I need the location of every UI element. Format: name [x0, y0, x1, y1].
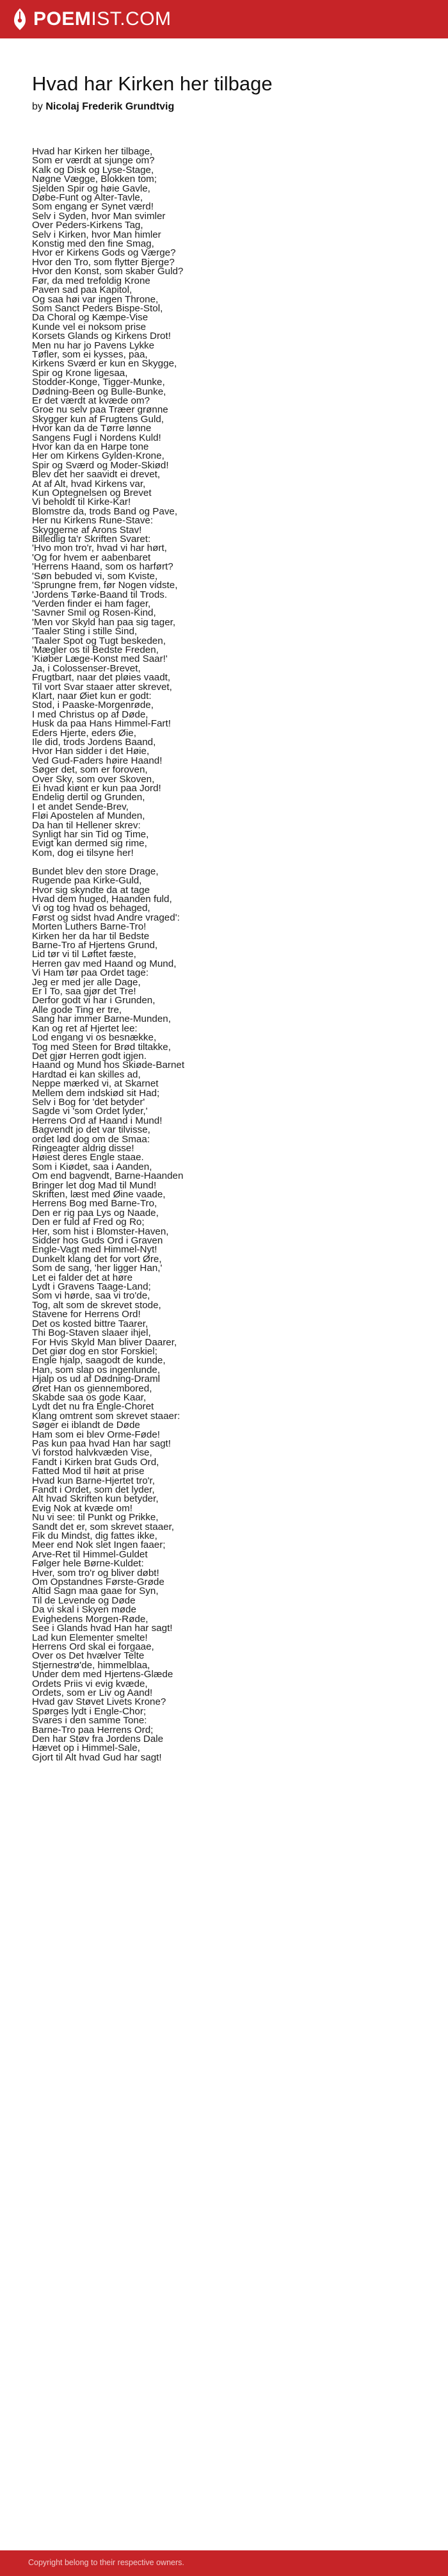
poem-line: Kan og ret af Hjertet lee: — [32, 1022, 138, 1034]
site-footer — [0, 2550, 448, 2576]
poem-line: Men nu har jo Pavens Lykke — [32, 340, 155, 351]
poem-line: Klang omtrent som skrevet staaer: — [32, 1410, 180, 1422]
poem-line: Om end bagvendt, Barne-Haanden — [32, 1170, 184, 1182]
poem-line: Lydt det nu fra Engle-Choret — [32, 1401, 154, 1413]
poem-line: Hvor er Kirkens Gods og Værge? — [32, 247, 176, 259]
poem-line: Lad kun Elementer smelte! — [32, 1632, 148, 1643]
poem-line: Sjelden Spir og høie Gavle, — [32, 183, 150, 194]
poem-line: Svares i den samme Tone: — [32, 1715, 147, 1727]
poem-title: Hvad har Kirken her tilbage — [32, 72, 273, 95]
poem-line: Mellem dem indskiød sit Had; — [32, 1087, 160, 1099]
poem-line: Herrens Bog med Barne-Tro, — [32, 1198, 157, 1210]
poem-line: Selv i Syden, hvor Man svimler — [32, 210, 166, 222]
poem-line: Hvor den Tro, som flytter Bjerge? — [32, 256, 175, 268]
poem-line: Blev det her saavidt ei drevet, — [32, 469, 161, 480]
poem-line: Lydt i Gravens Taage-Land; — [32, 1281, 151, 1293]
poem-line: Lid tør vi til Løftet fæste, — [32, 949, 136, 960]
poem-line: Det giør dog en stor Forskiel; — [32, 1345, 157, 1357]
poem-line: Groe nu selv paa Træer grønne — [32, 404, 168, 416]
poem-line: Herrens Ord af Haand i Mund! — [32, 1115, 163, 1126]
poem-line: Jeg er med jer alle Dage, — [32, 976, 141, 988]
poem-line: Bundet blev den store Drage, — [32, 866, 159, 877]
poem-line: Det os kosted bittre Taarer, — [32, 1318, 148, 1329]
poem-line: Bringer let dog Mad til Mund! — [32, 1179, 157, 1191]
poem-line: Hævet op i Himmel-Sale, — [32, 1743, 140, 1754]
poem-line: Evigt kan dermed sig rime, — [32, 838, 147, 849]
poem-line: Her om Kirkens Gylden-Krone, — [32, 450, 164, 462]
poem-line: Vi Ham tør paa Ordet tage: — [32, 967, 149, 979]
poem-line: Evig Nok at kvæde om! — [32, 1502, 132, 1514]
poem-line: Dunkelt klang det for vort Øre, — [32, 1253, 162, 1265]
poem-line: Hvor Han sidder i det Høie, — [32, 746, 150, 757]
poem-line: Arve-Ret til Himmel-Guldet — [32, 1548, 148, 1560]
poem-line: Kun Optegnelsen og Brevet — [32, 488, 152, 499]
poem-line: Stod, i Paaske-Morgenrøde, — [32, 700, 154, 711]
poem-line: Let ei falder det at høre — [32, 1272, 133, 1283]
poem-line: 'Savner Smil og Rosen-Kind, — [32, 607, 156, 619]
poem-line: Hjalp os ud af Dødning-Draml — [32, 1374, 161, 1385]
poem-line: Barne-Tro af Hjertens Grund, — [32, 940, 158, 951]
poem-line: Skriften, læst med Øine vaade, — [32, 1189, 166, 1200]
poem-body — [32, 147, 422, 1762]
poem-article — [32, 72, 422, 1762]
poem-line: For Hvis Skyld Man bliver Daarer, — [32, 1336, 177, 1348]
poem-line: Over os Det hvælver Telte — [32, 1650, 145, 1662]
poem-line: Thi Bog-Staven slaaer ihjel, — [32, 1327, 151, 1339]
poem-line: Hvad gav Støvet Livets Krone? — [32, 1696, 166, 1708]
poem-line: Skyggerne af Arons Stav! — [32, 524, 142, 536]
copyright-text: Copyright belong to their respective owners. — [28, 2558, 184, 2567]
poem-line: Engle-Vagt med Himmel-Nyt! — [32, 1244, 157, 1256]
poem-line: Meer end Nok slet Ingen faaer; — [32, 1539, 166, 1551]
poem-line: Hvad har Kirken her tilbage, — [32, 146, 153, 157]
poem-line: Da vi skal i Skyen møde — [32, 1604, 136, 1616]
poem-byline — [32, 100, 422, 114]
poem-line: Paven sad paa Kapitol, — [32, 284, 132, 296]
poem-line: Sagde vi 'som Ordet lyder,' — [32, 1106, 148, 1117]
poem-line: Hardtad ei kan skilles ad, — [32, 1069, 141, 1080]
poem-line: Gjort til Alt hvad Gud har sagt! — [32, 1752, 162, 1763]
poem-line: Herren gav med Haand og Mund, — [32, 958, 177, 969]
poem-line: 'Og for hvem er aabenbaret — [32, 552, 151, 563]
poem-line: Kunde vel ei noksom prise — [32, 321, 147, 332]
poem-line: Det gjør Herren godt igjen. — [32, 1050, 147, 1062]
poem-line: Den er fuld af Fred og Ro; — [32, 1217, 145, 1228]
poem-line: Hvor kan da en Harpe tone — [32, 441, 149, 452]
poem-line: Som Sanct Peders Bispe-Stol, — [32, 302, 163, 314]
poem-line: Frugtbart, naar det pløies vaadt, — [32, 672, 171, 684]
poem-line: Kom, dog ei tilsyne her! — [32, 847, 134, 858]
poem-line: Eders Hjerte, eders Øie, — [32, 727, 136, 739]
poem-line: Skygger kun af Frugtens Guld, — [32, 413, 164, 425]
poem-line: Og saa høi var ingen Throne, — [32, 293, 159, 305]
poem-line: Ved Gud-Faders høire Haand! — [32, 755, 163, 766]
poem-line: 'Sprungne frem, før Nogen vidste, — [32, 580, 178, 591]
poem-line: Over Sky, som over Skoven, — [32, 773, 155, 785]
poem-line: Synligt har sin Tid og Time, — [32, 829, 149, 841]
poem-line: Ei hvad kiønt er kun paa Jord! — [32, 783, 161, 794]
poem-line: Spir og Krone ligesaa, — [32, 367, 128, 379]
poem-line: Hvor kan da de Tørre lønne — [32, 423, 152, 434]
poem-line: Billedlig ta'r Skriften Svaret: — [32, 534, 151, 545]
site-logo-text: POEMIST.COM — [33, 8, 172, 29]
poem-line: Fløi Apostelen af Munden, — [32, 810, 145, 822]
poem-line: Barne-Tro paa Herrens Ord; — [32, 1724, 154, 1735]
poem-line: Tog, alt som de skrevet stode, — [32, 1299, 161, 1311]
poem-line: Blomstre da, trods Band og Pave, — [32, 505, 178, 517]
poem-line: Skabde saa os gode Kaar, — [32, 1391, 147, 1403]
poem-line: Konstig med den fine Smag, — [32, 238, 154, 250]
poem-line: Rugende paa Kirke-Guld, — [32, 875, 142, 887]
poem-line: Som i Kiødet, saa i Aanden, — [32, 1161, 152, 1172]
poem-line: Ile did, trods Jordens Baand, — [32, 737, 156, 748]
poem-stanza — [32, 867, 422, 1762]
poem-line: Nøgne Vægge, Blokken tom; — [32, 174, 157, 185]
poem-line: At af Alt, hvad Kirkens var, — [32, 478, 146, 489]
poem-line: Her, som hist i Blomster-Haven, — [32, 1226, 169, 1237]
poem-line: Stavene for Herrens Ord! — [32, 1309, 141, 1320]
poem-line: See i Glands hvad Han har sagt! — [32, 1623, 173, 1634]
poem-line: Han, som slap os ingenlunde, — [32, 1364, 161, 1375]
poem-line: Er I To, saa gjør det Tre! — [32, 986, 136, 997]
poem-line: 'Taaler Sting i stille Sind, — [32, 626, 138, 637]
poem-line: 'Kiøber Læge-Konst med Saar!' — [32, 653, 168, 665]
poem-line: Sangens Fugl i Nordens Kuld! — [32, 432, 161, 443]
poem-line: ordet lød dog om de Smaa: — [32, 1133, 150, 1145]
poem-line: Spørges lydt i Engle-Chor; — [32, 1705, 147, 1717]
poem-line: Sandt det er, som skrevet staaer, — [32, 1521, 175, 1532]
poem-line: Derfor godt vi har i Grunden, — [32, 995, 156, 1006]
poem-line: Lod engang vi os besnække, — [32, 1032, 157, 1044]
poem-line: Sang har immer Barne-Munden, — [32, 1013, 171, 1025]
poem-line: Søger det, som er foroven, — [32, 764, 148, 776]
poem-line: 'Hvo mon tro'r, hvad vi har hørt, — [32, 543, 167, 554]
poem-line: Under dem med Hjertens-Glæde — [32, 1669, 173, 1680]
poem-line: Vi forstod halvkvæden Vise, — [32, 1447, 152, 1459]
poem-line: Fatted Mod til høit at prise — [32, 1466, 145, 1477]
poem-line: Fik du Mindst, dig fattes ikke, — [32, 1530, 157, 1542]
poem-line: 'Herrens Haand, som os harført? — [32, 561, 173, 573]
poem-line: Sidder hos Guds Ord i Graven — [32, 1235, 163, 1247]
byline-prefix: by — [32, 101, 46, 112]
poem-line: Alle gode Ting er tre, — [32, 1004, 122, 1015]
poem-line: Hvor sig skyndte da at tage — [32, 884, 150, 896]
poem-line: 'Mægler os til Bedste Freden, — [32, 644, 159, 655]
poem-line: 'Søn bebuded vi, som Kviste, — [32, 570, 158, 582]
poem-line: Den er rig paa Lys og Naade, — [32, 1207, 159, 1218]
poem-line: Evighedens Morgen-Røde, — [32, 1613, 148, 1625]
poem-line: Som de sang, 'her ligger Han,' — [32, 1263, 163, 1274]
poem-line: Herrens Ord skal ei forgaae, — [32, 1641, 154, 1652]
poem-line: Om Opstandnes Første-Grøde — [32, 1577, 164, 1588]
poem-line: Til vort Svar staaer atter skrevet, — [32, 681, 172, 693]
site-header — [0, 0, 448, 38]
poem-stanza — [32, 147, 422, 858]
poem-line: Selv i Bog for 'det betyder' — [32, 1096, 145, 1108]
poem-line: Da han til Hellener skrev: — [32, 819, 141, 831]
poem-line: Den har Støv fra Jordens Dale — [32, 1733, 164, 1744]
poem-line: Over Peders-Kirkens Tag, — [32, 220, 143, 231]
poem-line: Endelig dertil og Grunden, — [32, 792, 145, 803]
poem-line: Selv i Kirken, hvor Man himler — [32, 229, 161, 240]
poem-line: 'Jordens Tørke-Baand til Trods. — [32, 589, 168, 600]
poem-line: Fandt i Kirken brat Guds Ord, — [32, 1456, 159, 1468]
poem-line: 'Verden finder ei ham fager, — [32, 598, 151, 609]
poem-line: Ordets Priis vi evig kvæde, — [32, 1678, 148, 1689]
poem-line: Klart, naar Øiet kun er godt: — [32, 690, 152, 701]
poem-line: Hvad dem huged, Haanden fuld, — [32, 894, 172, 905]
poem-line: Stjernestrø'de, himmelblaa, — [32, 1659, 150, 1671]
poem-line: Følger hele Børne-Kuldet: — [32, 1558, 144, 1570]
poem-line: Tog med Steen for Brød tiltakke, — [32, 1041, 171, 1053]
poem-line: Bagvendt jo det var tilvisse, — [32, 1124, 150, 1136]
poem-line: Ham som ei blev Orme-Føde! — [32, 1429, 161, 1440]
poem-line: Kirkens Sværd er kun en Skygge, — [32, 358, 177, 370]
poem-line: Hver, som tro'r og bliver døbt! — [32, 1567, 159, 1579]
poem-line: Ringeagter aldrig disse! — [32, 1142, 134, 1154]
poem-line: Altid Sagn maa gaae for Syn, — [32, 1586, 159, 1597]
poem-line: Hvad kun Barne-Hjertet tro'r, — [32, 1475, 155, 1486]
poem-line: Søger ei iblandt de Døde — [32, 1420, 140, 1431]
author-link[interactable]: Nicolaj Frederik Grundtvig — [45, 101, 175, 112]
poem-line: Som er værdt at sjunge om? — [32, 155, 155, 167]
poem-line: Alt hvad Skriften kun betyder, — [32, 1493, 159, 1505]
poem-line: Dødning-Been og Bulle-Bunke, — [32, 386, 166, 397]
poem-line: Neppe mærked vi, at Skarnet — [32, 1078, 159, 1090]
poem-line: Høiest deres Engle staae. — [32, 1152, 144, 1163]
poem-line: Ordets, som er Liv og Aand! — [32, 1687, 153, 1698]
poem-line: Til de Levende og Døde — [32, 1595, 136, 1606]
poem-line: Husk da paa Hans Himmel-Fart! — [32, 718, 171, 730]
poem-line: Nu vi see: til Punkt og Prikke, — [32, 1512, 159, 1523]
poem-line: Kirken her da har til Bedste — [32, 930, 150, 942]
poem-line: I et andet Sende-Brev, — [32, 801, 129, 812]
poem-line: Hvor den Konst, som skaber Guld? — [32, 266, 184, 277]
poem-line: Engle hjalp, saagodt de kunde, — [32, 1355, 166, 1366]
poem-line: Som engang er Synet værd! — [32, 201, 154, 213]
poem-line: Her nu Kirkens Rune-Stave: — [32, 515, 154, 527]
poem-line: Korsets Glands og Kirkens Drot! — [32, 331, 171, 342]
site-logo[interactable] — [12, 8, 172, 31]
poem-line: 'Men vor Skyld han paa sig tager, — [32, 616, 176, 628]
poem-line: Spir og Sværd og Moder-Skiød! — [32, 459, 169, 471]
pen-nib-icon — [12, 8, 28, 31]
poem-line: Øret Han os giennembored, — [32, 1382, 152, 1394]
poem-line: Pas kun paa hvad Han har sagt! — [32, 1438, 171, 1449]
poem-line: Ja, i Colossenser-Brevet, — [32, 662, 141, 674]
poem-line: I med Christus op af Døde, — [32, 709, 148, 720]
poem-line: Fandt i Ordet, som det lyder, — [32, 1484, 155, 1495]
poem-line: Som vi hørde, saa vi tro'de, — [32, 1290, 150, 1302]
poem-line: Før, da med trefoldig Krone — [32, 275, 150, 286]
poem-line: Tøfler, som ei kysses, paa, — [32, 349, 148, 360]
poem-line: Vi og tog hvad os behaged, — [32, 903, 150, 914]
poem-line: Døbe-Funt og Alter-Tavle, — [32, 192, 143, 204]
poem-line: Vi beholdt til Kirke-Kar! — [32, 496, 131, 508]
poem-line: Først og sidst hvad Andre vraged': — [32, 912, 180, 923]
poem-line: Stodder-Konge, Tigger-Munke, — [32, 377, 165, 388]
poem-line: Haand og Mund hos Skiøde-Barnet — [32, 1060, 185, 1071]
poem-line: Morten Luthers Barne-Tro! — [32, 921, 147, 933]
poem-line: Da Choral og Kæmpe-Vise — [32, 312, 148, 324]
poem-line: Kalk og Disk og Lyse-Stage, — [32, 164, 154, 176]
poem-line: Er det værdt at kvæde om? — [32, 395, 150, 406]
poem-line: 'Taaler Spot og Tugt beskeden, — [32, 635, 166, 646]
